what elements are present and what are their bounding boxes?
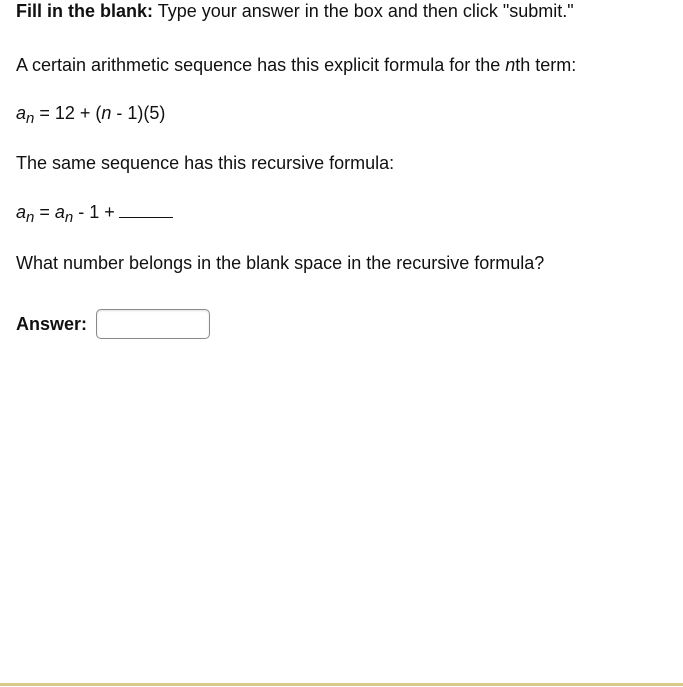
question-intro-before: A certain arithmetic sequence has this explicit formula for the <box>16 55 506 75</box>
instructions-text: Type your answer in the box and then click "submit." <box>153 1 574 21</box>
recursive-formula <box>16 201 173 225</box>
answer-row <box>16 309 210 339</box>
recursive-formula-subscript: n <box>26 209 35 226</box>
instructions-label: Fill in the blank: <box>16 1 154 21</box>
answer-label: Answer: <box>16 313 88 334</box>
explicit-formula-var: n <box>101 103 112 123</box>
question-prompt: What number belongs in the blank space in the recursive formula? <box>16 253 545 273</box>
explicit-formula-base: a <box>16 103 27 123</box>
recursive-formula-blank <box>119 203 173 218</box>
question-intro-after: th term: <box>515 55 577 75</box>
bottom-divider <box>0 683 683 686</box>
explicit-formula-subscript: n <box>26 110 35 127</box>
explicit-formula-rhs-2: - 1)(5) <box>111 103 166 123</box>
recursive-formula-base: a <box>16 202 27 222</box>
question-intro <box>16 54 576 76</box>
answer-input[interactable] <box>96 309 210 339</box>
recursive-formula-subscript-2: n <box>64 209 74 226</box>
explicit-formula-rhs-1: = 12 + ( <box>34 103 102 123</box>
question-intro-var: n <box>505 55 516 75</box>
explicit-formula <box>16 102 165 126</box>
recursive-formula-eq: = <box>34 202 55 222</box>
recursive-intro: The same sequence has this recursive formula: <box>16 153 395 173</box>
recursive-formula-rest: - 1 + <box>73 202 115 222</box>
recursive-formula-base-2: a <box>54 202 65 222</box>
instructions <box>16 0 574 22</box>
